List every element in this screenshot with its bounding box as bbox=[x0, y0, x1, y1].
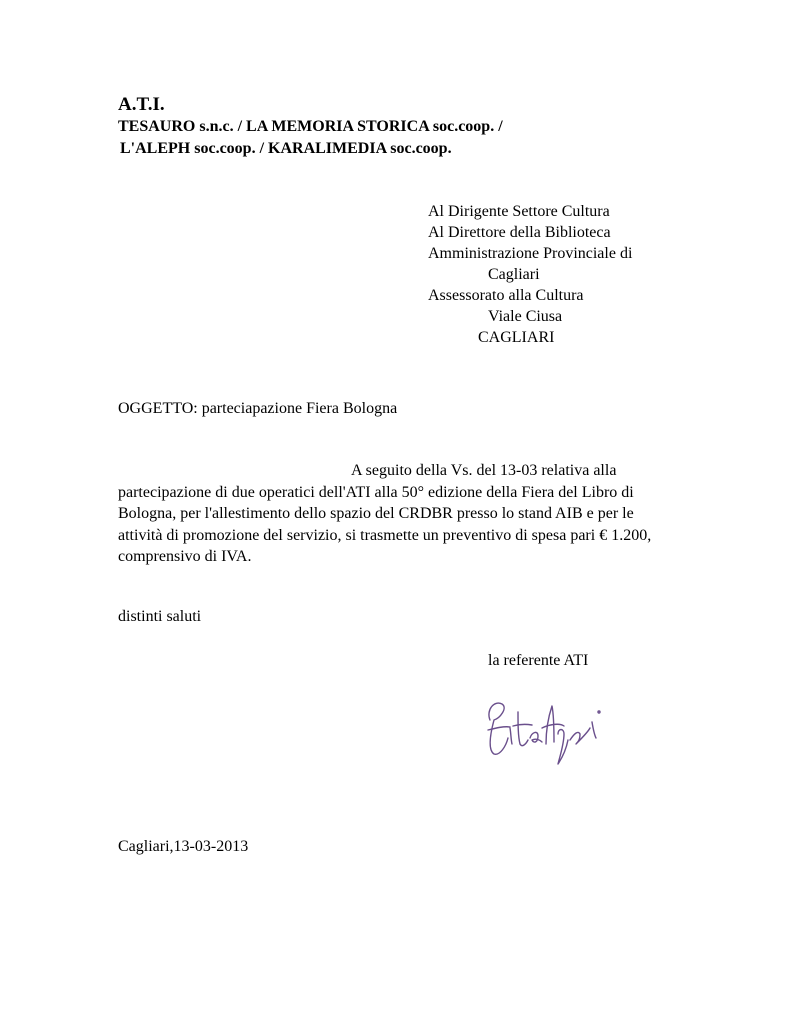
recipient-line: CAGLIARI bbox=[478, 329, 555, 346]
signature-label: la referente ATI bbox=[488, 652, 589, 669]
subject-line: OGGETTO: parteciapazione Fiera Bologna bbox=[118, 400, 398, 417]
handwritten-signature bbox=[480, 690, 610, 775]
body-rest: partecipazione di due operatici dell'ATI alla 50° edizione della Fiera del Libro di Bologna, per l'allestimento dello spazio del CRDBR presso lo stand AIB e per le attività di promozione del servizio, si trasmette un preventivo di spesa pari € 1.200, comprensivo di IVA. bbox=[118, 483, 652, 565]
org-members-line-2: L'ALEPH soc.coop. / KARALIMEDIA soc.coop. bbox=[120, 140, 452, 157]
body-paragraph bbox=[118, 460, 678, 568]
recipient-line: Viale Ciusa bbox=[488, 308, 563, 325]
recipient-line: Al Direttore della Biblioteca bbox=[428, 224, 611, 241]
body-first-line: A seguito della Vs. del 13-03 relativa alla bbox=[351, 462, 617, 479]
recipient-line: Al Dirigente Settore Cultura bbox=[428, 203, 610, 220]
place-date: Cagliari,13-03-2013 bbox=[118, 838, 249, 855]
org-members-line-1: TESAURO s.n.c. / LA MEMORIA STORICA soc.coop. / bbox=[118, 118, 503, 135]
org-title: A.T.I. bbox=[118, 94, 165, 115]
recipient-line: Amministrazione Provinciale di bbox=[428, 245, 633, 262]
recipient-line: Assessorato alla Cultura bbox=[428, 287, 584, 304]
closing-salutation: distinti saluti bbox=[118, 608, 202, 625]
recipient-line: Cagliari bbox=[488, 266, 540, 283]
